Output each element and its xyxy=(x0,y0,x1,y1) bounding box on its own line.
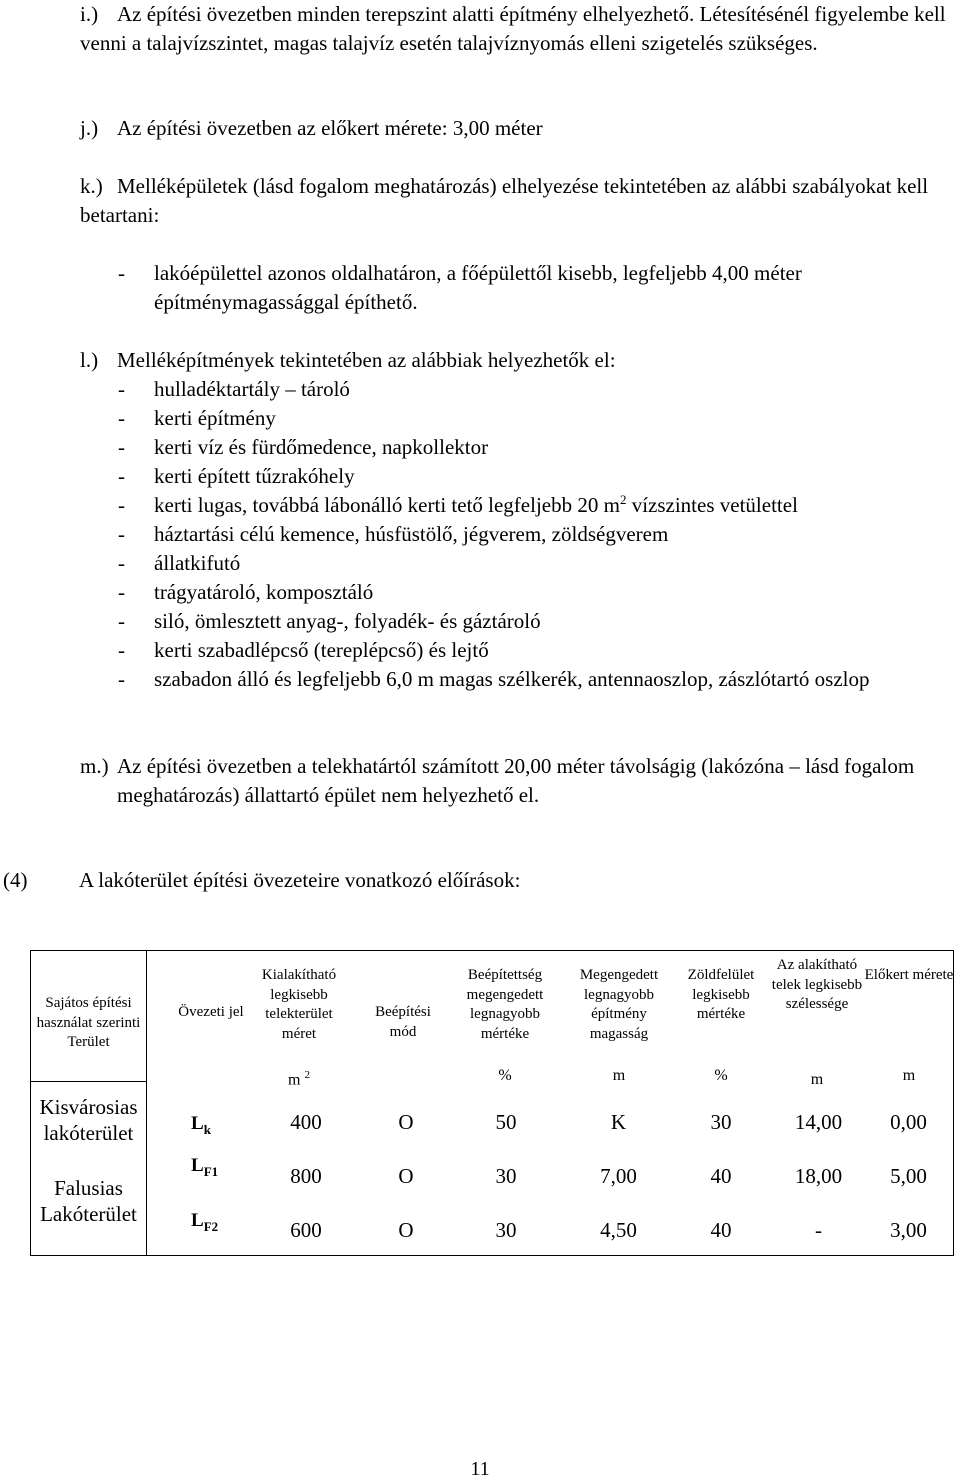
list-item-text: szabadon álló és legfeljebb 6,0 m magas szélkerék, antennaoszlop, zászlótartó oszlop xyxy=(154,667,870,691)
cell-szel: - xyxy=(815,1218,822,1242)
list-item: - lakóépülettel azonos oldalhatáron, a főépülettől kisebb, legfeljebb 4,00 méter építménymagassággal építhető. xyxy=(118,259,958,317)
paragraph-text: Melléképítmények tekintetében az alábbiak helyezhetők el: xyxy=(117,348,616,372)
paragraph-label: l.) xyxy=(80,348,99,372)
list-item: - siló, ömlesztett anyag-, folyadék- és gáztároló xyxy=(118,607,958,636)
header-szelesseg: Az alakítható telek legkisebb szélessége xyxy=(771,957,863,1012)
list-item: - háztartási célú kemence, húsfüstölő, jégverem, zöldségverem xyxy=(118,520,958,549)
zone-code: $L_{F2}$ xyxy=(191,1210,219,1234)
list-item-text: vízszintes vetülettel xyxy=(626,493,798,517)
cell-beep: 50 xyxy=(495,1110,517,1134)
cell-mod: O xyxy=(398,1110,414,1134)
header-mod: Beépítési mód xyxy=(375,1004,431,1040)
paragraph-label: j.) xyxy=(80,116,99,140)
cell-elo: 5,00 xyxy=(890,1164,927,1188)
header-beepitettseg: Beépítettség megengedett legnagyobb mértéke xyxy=(466,967,544,1042)
list-item-text: kerti lugas, továbbá lábonálló kerti tető legfeljebb 20 m xyxy=(154,493,620,517)
list-item: - kerti épített tűzrakóhely xyxy=(118,462,958,491)
list-item-text: állatkifutó xyxy=(154,551,241,575)
header-magassag: Megengedett legnagyobb építmény magasság xyxy=(579,967,659,1042)
zoning-table xyxy=(30,950,954,1256)
cell-szel: 18,00 xyxy=(794,1164,843,1188)
cell-mag: K xyxy=(610,1110,627,1134)
header-telekmeret: Kialakítható legkisebb telekterület méret xyxy=(261,967,337,1042)
unit-zold: % xyxy=(714,1067,728,1084)
list-item-text: hulladéktartály – tároló xyxy=(154,377,350,401)
list-item-text: siló, ömlesztett anyag-, folyadék- és gáztároló xyxy=(154,609,541,633)
list-item: - kerti víz és fürdőmedence, napkollektor xyxy=(118,433,958,462)
list-item-text: lakóépülettel azonos oldalhatáron, a főépülettől kisebb, legfeljebb 4,00 méter építménymagassággal építhető. xyxy=(154,261,802,314)
superscript: 2 xyxy=(619,492,627,507)
paragraph-j xyxy=(80,114,958,143)
list-item: - kerti építmény xyxy=(118,404,958,433)
header-elokert: Előkert mérete xyxy=(864,967,954,983)
cell-mag: 4,50 xyxy=(600,1218,637,1242)
cell-telek: 400 xyxy=(290,1110,322,1134)
cell-mag: 7,00 xyxy=(600,1164,637,1188)
list-item: - trágyatároló, komposztáló xyxy=(118,578,958,607)
page-number: 11 xyxy=(470,1458,490,1480)
list-item-text: kerti víz és fürdőmedence, napkollektor xyxy=(154,435,489,459)
cell-telek: 800 xyxy=(290,1164,322,1188)
list-item-text: kerti szabadlépcső (tereplépcső) és lejtő xyxy=(154,638,489,662)
cell-beep: 30 xyxy=(495,1218,517,1242)
cell-mod: O xyxy=(398,1164,414,1188)
cell-beep: 30 xyxy=(495,1164,517,1188)
list-item-text: kerti építmény xyxy=(154,406,276,430)
cell-telek: 600 xyxy=(290,1218,322,1242)
unit-szelesseg: m xyxy=(810,1071,824,1088)
paragraph-k xyxy=(80,172,958,230)
header-jel: Övezeti jel xyxy=(178,1004,244,1020)
cell-elo: 0,00 xyxy=(890,1110,927,1134)
group-falusias: Falusias Lakóterület xyxy=(40,1176,137,1226)
list-item: - kerti szabadlépcső (tereplépcső) és lejtő xyxy=(118,636,958,665)
header-terulet: Sajátos építési használat szerinti Terület xyxy=(36,995,141,1050)
cell-zold: 30 xyxy=(710,1110,732,1134)
paragraph-label: i.) xyxy=(80,2,99,26)
section-title: A lakóterület építési övezeteire vonatkozó előírások: xyxy=(79,868,521,892)
paragraph-m xyxy=(80,752,958,810)
cell-zold: 40 xyxy=(710,1218,732,1242)
paragraph-text: Melléképületek (lásd fogalom meghatározás) elhelyezése tekintetében az alábbi szabályokat kell betartani: xyxy=(80,174,929,227)
unit-beepitettseg: % xyxy=(498,1067,512,1084)
list-item-text: trágyatároló, komposztáló xyxy=(154,580,374,604)
list-item: - hulladéktartály – tároló xyxy=(118,375,958,404)
cell-mod: O xyxy=(398,1218,414,1242)
paragraph-label: k.) xyxy=(80,174,103,198)
list-item: - állatkifutó xyxy=(118,549,958,578)
paragraph-l xyxy=(80,346,958,375)
section-number: (4) xyxy=(3,868,28,892)
unit-elokert: m xyxy=(902,1067,916,1084)
cell-elo: 3,00 xyxy=(890,1218,927,1242)
cell-szel: 14,00 xyxy=(794,1110,843,1134)
cell-zold: 40 xyxy=(710,1164,732,1188)
header-zold: Zöldfelület legkisebb mértéke xyxy=(687,967,755,1022)
paragraph-label: m.) xyxy=(80,754,109,778)
unit-telekmeret: m $^2$ xyxy=(288,1069,310,1089)
paragraph-text: Az építési övezetben a telekhatártól számított 20,00 méter távolságig (lakózóna – lásd fogalom meghatározás) állattartó épület nem helyezhető el. xyxy=(117,754,915,807)
paragraph-text: Az építési övezetben az előkert mérete: 3,00 méter xyxy=(117,116,543,140)
list-item-lugas: - kerti lugas, továbbá lábonálló kerti tető legfeljebb 20 $m^2$ vízszintes vetülettel xyxy=(118,492,798,517)
list-item-text: kerti épített tűzrakóhely xyxy=(154,464,355,488)
list-item-text: háztartási célú kemence, húsfüstölő, jégverem, zöldségverem xyxy=(154,522,669,546)
zone-code: $L_{F1}$ xyxy=(191,1155,219,1179)
group-kisvarosias: Kisvárosias lakóterület xyxy=(39,1095,138,1145)
paragraph-i xyxy=(80,0,958,58)
paragraph-text: Az építési övezetben minden terepszint alatti építmény elhelyezhető. Létesítésénél figyelembe kell venni a talajvízszintet, magas talajvíz esetén talajvíznyomás elleni szigetelés szükséges. xyxy=(80,2,946,55)
list-item: - szabadon álló és legfeljebb 6,0 m magas szélkerék, antennaoszlop, zászlótartó oszlop xyxy=(118,665,958,694)
unit-magassag: m xyxy=(612,1067,626,1084)
zone-code: $L_k$ xyxy=(191,1113,211,1137)
